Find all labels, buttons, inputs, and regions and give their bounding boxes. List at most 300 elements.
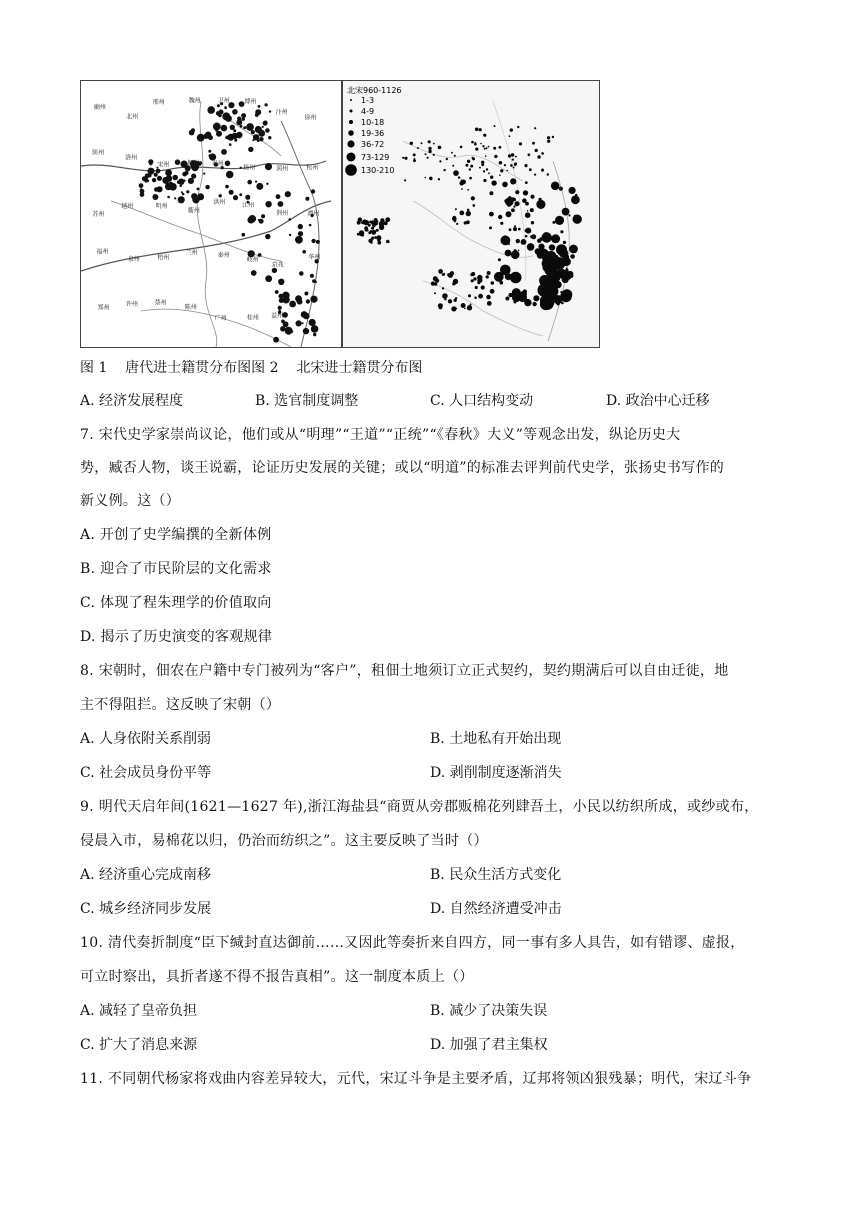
song-dot — [455, 297, 457, 299]
song-dot — [544, 263, 550, 269]
tang-dot — [243, 126, 246, 129]
song-dot — [371, 220, 375, 224]
tang-map-label: 郑州 — [97, 304, 110, 312]
song-dot — [485, 155, 487, 157]
tang-dot — [248, 147, 253, 152]
song-dot — [439, 306, 443, 310]
tang-map-label: 京兆 — [271, 261, 284, 269]
song-dot — [464, 221, 467, 224]
legend-item-label: 19-36 — [361, 129, 385, 138]
song-dot — [560, 230, 563, 233]
tang-dot — [140, 192, 145, 197]
song-dot — [480, 143, 482, 145]
song-dot — [443, 169, 445, 171]
song-dot — [366, 229, 369, 232]
song-dot — [499, 146, 502, 149]
song-dot — [567, 271, 573, 277]
song-dot — [514, 225, 516, 227]
tang-dot — [298, 231, 303, 236]
song-dot — [514, 201, 519, 206]
q8-option-d: D. 剥削制度逐渐消失 — [430, 765, 562, 781]
tang-dot — [175, 159, 181, 165]
song-dot — [475, 286, 478, 289]
q6-option-b: B. 选官制度调整 — [255, 393, 359, 409]
q8-option-a: A. 人身依附关系削弱 — [80, 731, 212, 747]
song-dot — [489, 212, 494, 217]
song-dot — [473, 277, 476, 280]
song-dot — [379, 225, 384, 230]
song-dot — [450, 271, 454, 275]
tang-map-label: 秦州 — [217, 251, 230, 259]
song-dot — [475, 128, 479, 132]
tang-dot — [225, 136, 229, 140]
q9-option-d: D. 自然经济遭受冲击 — [430, 901, 562, 917]
song-dot — [474, 296, 477, 299]
song-dot — [481, 163, 484, 166]
song-dot — [555, 216, 564, 225]
tang-dot — [302, 316, 304, 318]
tang-map-label: 兰州 — [185, 249, 198, 257]
song-dot — [448, 299, 452, 303]
tang-dot — [205, 132, 211, 138]
song-dot — [365, 221, 367, 223]
tang-dot — [232, 133, 238, 139]
tang-dot — [311, 239, 315, 243]
song-dot — [490, 176, 493, 179]
tang-map-label: 益州 — [271, 312, 284, 320]
tang-dot — [278, 201, 284, 207]
song-dot — [499, 161, 503, 165]
tang-dot — [285, 327, 293, 335]
tang-dot — [224, 106, 227, 109]
song-dot — [385, 217, 390, 222]
tang-map-label: 博州 — [244, 98, 257, 106]
song-dot — [516, 239, 520, 243]
song-dot — [491, 180, 496, 185]
q10-option-b: B. 减少了决策失误 — [430, 1003, 548, 1019]
tang-dot — [182, 193, 185, 196]
q6-option-d: D. 政治中心迁移 — [606, 393, 710, 409]
tang-dot — [265, 163, 272, 170]
song-dot — [499, 174, 501, 176]
song-dot — [537, 239, 541, 243]
song-dot — [438, 269, 443, 274]
song-dot — [386, 240, 390, 244]
tang-map-label: 幽州 — [93, 104, 106, 112]
song-dot — [375, 230, 377, 232]
q8-stem-line-1: 8. 宋朝时，佃农在户籍中专门被列为“客户”，租佃土地须订立正式契约，契约期满后可以自由迁徙，地 — [80, 663, 729, 679]
song-dot — [486, 275, 489, 278]
song-dot — [438, 146, 442, 150]
tang-dot — [289, 234, 291, 236]
tang-map-graphic — [81, 81, 341, 347]
tang-dot — [276, 194, 281, 199]
song-dot — [568, 214, 570, 216]
song-dot — [484, 148, 486, 150]
song-dot — [458, 176, 460, 178]
song-dot — [521, 239, 527, 245]
song-dot — [371, 237, 374, 240]
song-dot — [562, 208, 570, 216]
tang-dot — [279, 310, 281, 312]
song-dot — [425, 177, 427, 179]
song-dot — [529, 168, 532, 171]
song-dot — [569, 187, 576, 194]
song-dot — [525, 235, 528, 238]
tang-dot — [221, 125, 228, 132]
song-dot — [513, 227, 517, 231]
song-dot — [518, 250, 520, 252]
tang-map-label: 洪州 — [213, 199, 226, 207]
song-dot — [486, 168, 488, 170]
song-dot — [373, 232, 375, 234]
tang-dot — [304, 292, 308, 296]
song-dot — [491, 281, 495, 285]
song-dot — [461, 188, 463, 190]
song-dot — [510, 164, 512, 166]
song-dot — [488, 172, 490, 174]
tang-dot — [309, 224, 312, 227]
tang-map-label: 明州 — [155, 202, 168, 210]
figure-maps — [80, 80, 600, 346]
tang-dot — [232, 109, 238, 115]
legend-marker — [350, 99, 352, 101]
tang-dot — [233, 129, 236, 132]
tang-dot — [255, 113, 259, 117]
song-dot — [483, 134, 486, 137]
tang-dot — [217, 104, 220, 107]
song-dot — [459, 211, 464, 216]
tang-map-label: 寿州 — [211, 160, 224, 168]
song-dot — [531, 221, 534, 224]
song-dot — [559, 187, 563, 191]
song-dot — [371, 228, 373, 230]
song-dot — [472, 204, 475, 207]
song-dot — [456, 223, 458, 225]
song-dot — [465, 164, 468, 167]
tang-dot — [303, 328, 309, 334]
tang-map-label: 北州 — [126, 113, 139, 121]
q8-option-b: B. 土地私有开始出现 — [430, 731, 562, 747]
tang-dot — [248, 126, 251, 129]
tang-dot — [184, 171, 188, 175]
song-dot — [438, 178, 440, 180]
tang-map-label: 杭州 — [306, 164, 319, 172]
legend-title: 北宋960-1126 — [347, 86, 402, 95]
song-dot — [376, 221, 378, 223]
song-dot — [523, 190, 528, 195]
tang-dot — [229, 143, 232, 146]
tang-dot — [216, 131, 222, 137]
tang-map-label: 荆州 — [276, 210, 289, 218]
song-dot — [483, 170, 485, 172]
song-dot — [505, 297, 509, 301]
legend-item-label: 36-72 — [361, 140, 385, 149]
tang-dot — [310, 296, 317, 303]
song-dot — [549, 244, 555, 250]
song-dot — [487, 301, 492, 306]
song-dot — [417, 147, 419, 149]
song-dot — [429, 177, 433, 181]
legend-item-label: 10-18 — [361, 118, 385, 127]
song-dot — [479, 167, 481, 169]
song-dot — [460, 146, 463, 149]
song-dot — [421, 142, 423, 144]
song-dot — [551, 182, 560, 191]
tang-dot — [258, 105, 261, 108]
song-dot — [504, 199, 508, 203]
song-dot — [511, 250, 520, 259]
q9-option-a: A. 经济重心完成南移 — [80, 867, 212, 883]
tang-dot — [203, 173, 205, 175]
song-dot — [528, 153, 531, 156]
tang-map-label: 广州 — [214, 314, 227, 322]
song-dot — [525, 212, 531, 218]
song-dot — [454, 220, 457, 223]
tang-map-label: 徐州 — [304, 114, 317, 122]
song-dot — [474, 143, 477, 146]
song-dot — [360, 232, 364, 236]
tang-map-label: 苏州 — [92, 211, 105, 219]
song-dot — [481, 285, 485, 289]
song-dot — [520, 291, 527, 298]
q9-stem-line-2: 侵晨入市，易棉花以归，仍治而纺织之”。这主要反映了当时（） — [80, 833, 488, 849]
tang-dot — [295, 295, 302, 302]
tang-jinshi-map — [80, 80, 342, 348]
tang-dot — [266, 183, 268, 185]
song-dot — [498, 215, 502, 219]
song-dot — [507, 202, 511, 206]
tang-map-label: 泉州 — [127, 256, 140, 264]
q7-option-d: D. 揭示了历史演变的客观规律 — [80, 629, 273, 645]
song-dot — [413, 159, 416, 162]
tang-dot — [313, 333, 316, 336]
tang-dot — [258, 219, 260, 221]
tang-dot — [310, 319, 312, 321]
tang-dot — [269, 110, 271, 112]
tang-dot — [273, 337, 279, 343]
q10-option-c: C. 扩大了消息来源 — [80, 1037, 198, 1053]
q10-stem-line-2: 可立时察出，具折者遂不得不报告真相”。这一制度本质上（） — [80, 969, 474, 985]
tang-dot — [265, 275, 272, 282]
song-dot — [434, 292, 436, 294]
song-jinshi-map — [342, 80, 600, 348]
q7-option-b: B. 迎合了市民阶层的文化需求 — [80, 561, 272, 577]
q7-option-a: A. 开创了史学编撰的全新体例 — [80, 527, 272, 543]
tang-dot — [209, 153, 216, 160]
tang-dot — [233, 195, 238, 200]
song-dot — [470, 165, 473, 168]
song-dot — [427, 157, 429, 159]
q6-option-c: C. 人口结构变动 — [430, 393, 534, 409]
song-dot — [515, 190, 519, 194]
song-dot — [428, 140, 431, 143]
tang-dot — [302, 250, 306, 254]
song-dot — [506, 211, 512, 217]
song-dot — [510, 128, 513, 131]
tang-dot — [225, 161, 231, 167]
tang-dot — [178, 179, 184, 185]
song-dot — [542, 251, 554, 263]
legend-marker — [348, 130, 354, 136]
song-dot — [517, 126, 519, 128]
q9-stem-line-1: 9. 明代天启年间(1621—1627 年),浙江海盐县“商贾从旁郡贩棉花列肆吾土，小民以纺织所成，或纱或布， — [80, 799, 759, 815]
tang-dot — [252, 139, 254, 141]
song-dot — [556, 244, 567, 255]
tang-dot — [219, 194, 222, 197]
song-dot — [370, 242, 372, 244]
tang-dot — [282, 296, 290, 304]
song-dot — [442, 293, 448, 299]
song-dot — [557, 237, 559, 239]
song-dot — [461, 180, 466, 185]
tang-dot — [239, 193, 242, 196]
tang-dot — [167, 196, 170, 199]
tang-dot — [242, 118, 245, 121]
song-dot — [410, 142, 413, 145]
song-dot — [444, 298, 446, 300]
song-dot — [488, 146, 490, 148]
tang-dot — [309, 319, 316, 326]
tang-dot — [191, 193, 197, 199]
tang-dot — [299, 271, 304, 276]
tang-map-label: 陕州 — [92, 149, 105, 157]
song-dot — [461, 303, 466, 308]
song-dot — [451, 152, 453, 154]
song-dot — [508, 293, 512, 297]
song-dot — [502, 182, 508, 188]
song-dot — [451, 306, 456, 311]
song-dot — [479, 128, 482, 131]
song-dot — [487, 271, 491, 275]
song-dot — [471, 272, 475, 276]
tang-dot — [289, 218, 292, 221]
song-dot — [471, 279, 474, 282]
song-dot — [413, 153, 416, 156]
tang-map-label: 宋州 — [157, 161, 170, 169]
song-dot — [404, 179, 406, 181]
song-dot — [452, 165, 454, 167]
q10-stem-line-1: 10. 清代奏折制度“臣下缄封直达御前……又因此等奏折来自四方，同一事有多人具告，如有错谬、虚报， — [80, 935, 745, 951]
tang-map-label: 梧州 — [157, 254, 170, 262]
tang-dot — [262, 126, 264, 128]
tang-dot — [154, 187, 159, 192]
tang-dot — [225, 115, 232, 122]
tang-dot — [249, 215, 257, 223]
tang-map-label: 蔡州 — [154, 299, 167, 307]
q6-option-a: A. 经济发展程度 — [80, 393, 184, 409]
legend-item-label: 73-129 — [361, 153, 390, 162]
song-dot — [573, 215, 582, 224]
tang-dot — [240, 125, 243, 128]
song-dot — [512, 293, 521, 302]
song-dot — [519, 142, 522, 145]
tang-dot — [265, 128, 270, 133]
song-dot — [509, 135, 511, 137]
tang-dot — [216, 111, 221, 116]
song-dot — [454, 155, 456, 157]
tang-dot — [156, 169, 161, 174]
tang-dot — [306, 299, 310, 303]
song-dot — [452, 282, 455, 285]
song-dot — [486, 295, 491, 300]
tang-map-label: 陈州 — [184, 304, 197, 312]
tang-dot — [278, 279, 284, 285]
song-dot — [433, 276, 438, 281]
tang-dot — [168, 182, 173, 187]
tang-dot — [265, 201, 271, 207]
song-dot — [541, 152, 544, 155]
tang-dot — [157, 176, 162, 181]
tang-dot — [221, 149, 227, 155]
song-dot — [494, 125, 496, 127]
song-dot — [428, 147, 431, 150]
tang-dot — [189, 130, 195, 136]
song-dot — [533, 295, 539, 301]
song-dot — [433, 143, 435, 145]
tang-map-label: 许州 — [126, 301, 139, 309]
tang-map-label: 卫州 — [217, 97, 230, 105]
legend-marker — [347, 140, 354, 147]
song-dot — [453, 170, 459, 176]
tang-dot — [152, 194, 158, 200]
song-dot — [530, 235, 533, 238]
song-dot — [525, 229, 528, 232]
tang-dot — [147, 180, 150, 183]
tang-map-label: 扬州 — [243, 164, 256, 172]
tang-dot — [149, 162, 152, 165]
song-dot — [541, 169, 544, 172]
song-dot — [571, 195, 580, 204]
song-dot — [402, 157, 404, 159]
song-dot — [439, 160, 441, 162]
tang-dot — [140, 188, 143, 191]
song-dot — [498, 258, 501, 261]
song-dot — [552, 221, 555, 224]
tang-dot — [259, 137, 263, 141]
song-dot — [541, 202, 543, 204]
song-dot — [570, 254, 575, 259]
tang-dot — [242, 233, 246, 237]
song-dot — [377, 237, 381, 241]
tang-dot — [275, 290, 279, 294]
q8-option-c: C. 社会成员身份平等 — [80, 765, 212, 781]
song-dot — [370, 230, 373, 233]
figure-caption: 图 1 唐代进士籍贯分布图图 2 北宋进士籍贯分布图 — [80, 360, 423, 376]
song-dot — [569, 245, 578, 254]
tang-dot — [225, 185, 229, 189]
tang-map-label: 魏州 — [188, 97, 201, 105]
tang-dot — [236, 119, 242, 125]
song-dot — [506, 170, 508, 172]
song-dot — [525, 202, 529, 206]
tang-dot — [258, 184, 262, 188]
song-dot — [380, 218, 384, 222]
tang-dot — [296, 320, 302, 326]
song-dot — [377, 241, 381, 245]
song-dot — [500, 265, 511, 276]
tang-map-label: 岐州 — [246, 256, 259, 264]
song-dot — [467, 305, 472, 310]
song-dot — [501, 236, 511, 246]
song-dot — [467, 160, 470, 163]
song-dot — [535, 149, 538, 152]
song-dot — [551, 234, 560, 243]
tang-dot — [240, 167, 242, 169]
song-dot — [469, 168, 471, 170]
song-dot — [472, 157, 474, 159]
tang-dot — [205, 185, 209, 189]
